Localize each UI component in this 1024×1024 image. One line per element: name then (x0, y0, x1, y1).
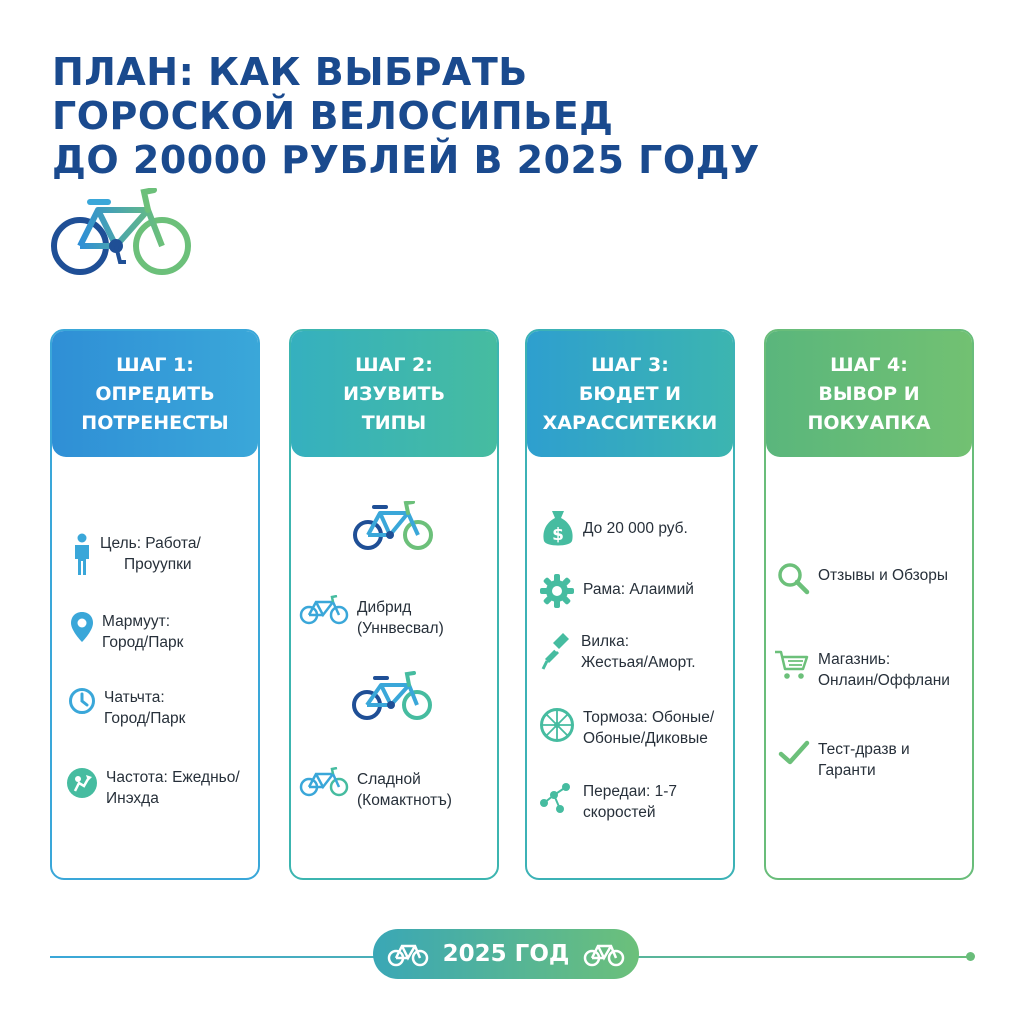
item-label: Гаранти (818, 762, 876, 779)
item-label: Отзывы и Обзоры (818, 567, 948, 584)
money-bag-icon (541, 509, 575, 549)
list-item (539, 573, 694, 609)
bike-icon (299, 595, 349, 627)
step-1-header (52, 331, 258, 457)
gears-chain-icon (539, 781, 575, 817)
step-3-title-line-1: БЮДЕТ И (578, 382, 682, 405)
step-3-number: ШАГ 3: (591, 353, 669, 376)
year-label: 2025 ГОД (442, 941, 570, 967)
step-2-title-line-1: ИЗУВИТЬ (343, 382, 445, 405)
bike-icon (299, 767, 349, 799)
step-1-title-line-1: ОПРЕДИТЬ (95, 382, 215, 405)
year-badge (373, 929, 639, 979)
item-label: Проуупки (124, 556, 192, 573)
item-label: Город/Парк (102, 634, 184, 651)
gear-icon (539, 573, 575, 609)
step-1-number: ШАГ 1: (116, 353, 194, 376)
step-3-header (527, 331, 733, 457)
list-item (778, 739, 910, 781)
clock-icon (68, 687, 96, 715)
item-label: (Комактнотъ) (357, 792, 452, 809)
step-2-card (289, 329, 499, 880)
frequency-icon (66, 767, 98, 799)
page-title (52, 50, 992, 182)
item-label: Магазниь: (818, 651, 891, 668)
item-label: (Уннвесвал) (357, 620, 444, 637)
item-label: Тормоза: Обоные/ (583, 709, 715, 726)
item-label: Город/Парк (104, 710, 186, 727)
timeline-dot (966, 952, 975, 961)
cart-icon (774, 649, 810, 681)
item-label: Мармуут: (102, 613, 171, 630)
svg-text:$: $ (552, 525, 564, 545)
bike-icon (583, 940, 625, 968)
item-label: Обоные/Диковые (583, 730, 708, 747)
step-4-title-line-2: ПОКУАПКА (807, 411, 931, 434)
item-label: Дибрид (357, 599, 412, 616)
fork-icon (541, 631, 573, 671)
list-item (776, 561, 948, 595)
item-label: Онлаин/Оффлани (818, 672, 950, 689)
title-line-3: ДО 20000 РУБЛЕЙ В 2025 ГОДУ (52, 138, 760, 182)
step-2-title-line-2: ТИПЫ (361, 411, 427, 434)
item-label: Тест-дразв и (818, 741, 910, 758)
step-4-header (766, 331, 972, 457)
item-label: Цель: Работа/ (100, 535, 201, 552)
title-line-2: ГОРОСКОЙ ВЕЛОСИПЬЕД (52, 94, 614, 138)
step-2-header (291, 331, 497, 457)
step-1-card (50, 329, 260, 880)
list-item (539, 707, 714, 749)
folding-bike-illustration (351, 671, 433, 723)
item-label: Частота: Ежедньо/ (106, 769, 240, 786)
list-item (70, 611, 183, 653)
title-line-1: ПЛАН: КАК ВЫБРАТЬ (52, 50, 528, 94)
item-label: До 20 000 руб. (583, 520, 688, 537)
bike-icon (387, 940, 429, 968)
hybrid-bike-illustration (352, 501, 434, 553)
item-label: Сладной (357, 771, 421, 788)
item-label: Инэхда (106, 790, 159, 807)
list-item (299, 767, 452, 811)
list-item (68, 687, 185, 729)
list-item (541, 631, 696, 673)
item-label: Вилка: (581, 633, 630, 650)
search-icon (776, 561, 810, 595)
step-4-title-line-1: ВЫВОР И (818, 382, 920, 405)
list-item (539, 781, 677, 823)
list-item (66, 767, 240, 809)
item-label: скоростей (583, 804, 656, 821)
step-4-card (764, 329, 974, 880)
step-4-number: ШАГ 4: (830, 353, 908, 376)
step-3-title-line-2: ХАРАССИТЕККИ (542, 411, 718, 434)
bicycle-icon (50, 188, 192, 278)
person-icon (72, 533, 92, 577)
wheel-icon (539, 707, 575, 743)
check-icon (778, 739, 810, 767)
step-1-title-line-2: ПОТРЕНЕСТЫ (81, 411, 229, 434)
item-label: Чатьчта: (104, 689, 165, 706)
list-item (541, 509, 688, 549)
map-pin-icon (70, 611, 94, 643)
step-3-card (525, 329, 735, 880)
list-item (774, 649, 950, 691)
step-2-number: ШАГ 2: (355, 353, 433, 376)
list-item (72, 533, 201, 577)
item-label: Передаи: 1-7 (583, 783, 677, 800)
list-item (299, 595, 444, 639)
item-label: Жестьая/Аморт. (581, 654, 696, 671)
item-label: Рама: Алаимий (583, 581, 694, 598)
